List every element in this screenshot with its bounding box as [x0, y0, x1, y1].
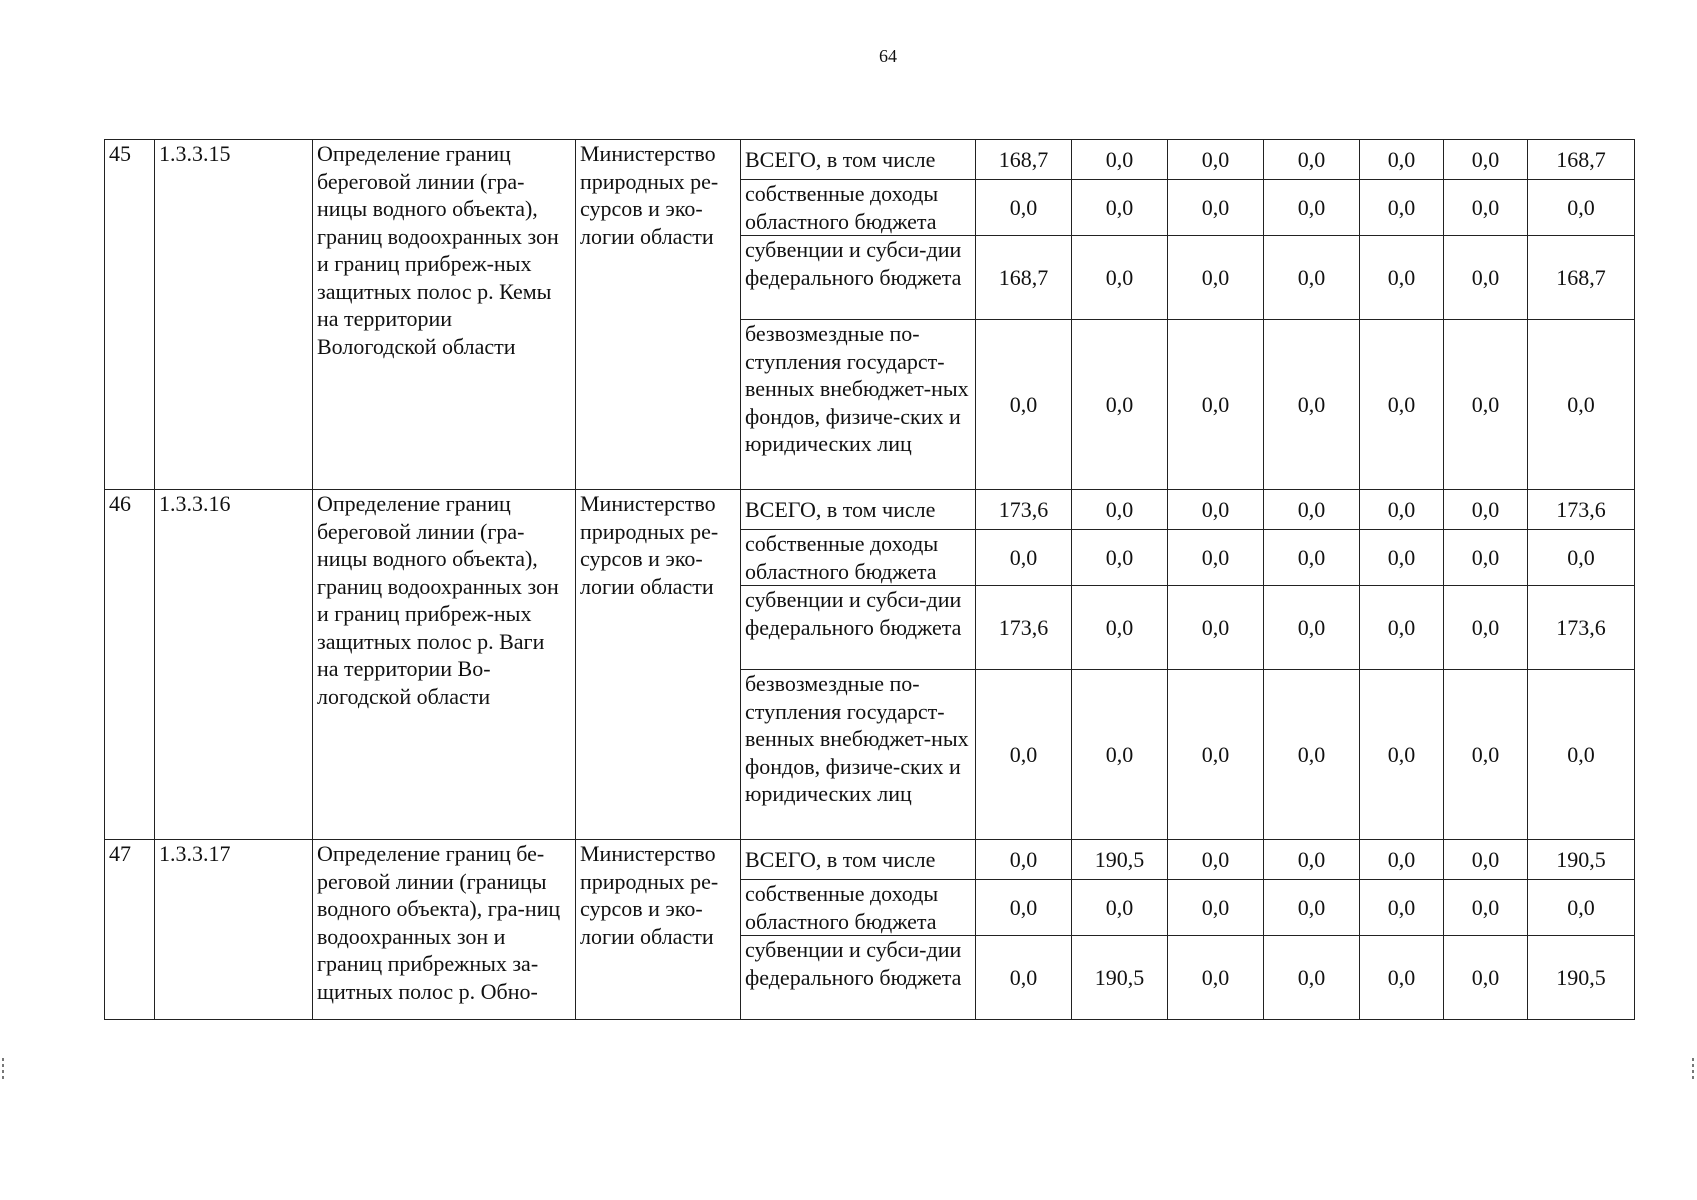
page-number: 64: [879, 46, 897, 66]
value-cell: 0,0: [1072, 320, 1168, 490]
value-cell: 0,0: [976, 840, 1072, 880]
value-cell: 0,0: [1444, 490, 1528, 530]
value-cell: 168,7: [976, 236, 1072, 320]
value-cell: 0,0: [976, 320, 1072, 490]
measure-name: Определение границ береговой линии (гра-ницы водного объекта), границ водоохранных зон и границ прибреж-ных защитных полос р. Кемы на территории Вологодской области: [313, 140, 576, 490]
value-cell: 0,0: [1072, 180, 1168, 236]
value-cell-total: 0,0: [1528, 880, 1635, 936]
value-cell: 190,5: [1072, 840, 1168, 880]
value-cell: 0,0: [1264, 840, 1360, 880]
table-row: [105, 140, 1635, 180]
funding-source-label: ВСЕГО, в том числе: [741, 490, 976, 530]
value-cell-total: 173,6: [1528, 586, 1635, 670]
value-cell-total: 173,6: [1528, 490, 1635, 530]
funding-source-label: субвенции и субси-дии федерального бюджета: [741, 936, 976, 1020]
funding-source-label: ВСЕГО, в том числе: [741, 140, 976, 180]
value-cell-total: 190,5: [1528, 936, 1635, 1020]
table-row: [105, 840, 1635, 880]
funding-source-label: собственные доходы областного бюджета: [741, 880, 976, 936]
value-cell: 0,0: [1444, 236, 1528, 320]
value-cell: 0,0: [1444, 670, 1528, 840]
value-cell: 0,0: [1360, 140, 1444, 180]
value-cell: 190,5: [1072, 936, 1168, 1020]
value-cell: 0,0: [1072, 586, 1168, 670]
value-cell-total: 0,0: [1528, 180, 1635, 236]
measure-name: Определение границ береговой линии (гра-ницы водного объекта), границ водоохранных зон и границ прибреж-ных защитных полос р. Ваги на территории Во-логодской области: [313, 490, 576, 840]
budget-table: [104, 139, 1635, 1020]
value-cell: 0,0: [1360, 530, 1444, 586]
value-cell: 0,0: [1072, 530, 1168, 586]
value-cell: 0,0: [1168, 936, 1264, 1020]
value-cell: 0,0: [1360, 936, 1444, 1020]
value-cell: 0,0: [1444, 840, 1528, 880]
value-cell: 0,0: [1444, 140, 1528, 180]
value-cell-total: 168,7: [1528, 140, 1635, 180]
value-cell: 0,0: [976, 670, 1072, 840]
value-cell: 0,0: [1360, 320, 1444, 490]
value-cell: 0,0: [1264, 320, 1360, 490]
table-row: [105, 490, 1635, 530]
measure-code: 1.3.3.15: [155, 140, 313, 490]
row-index: 46: [105, 490, 155, 840]
funding-source-label: собственные доходы областного бюджета: [741, 530, 976, 586]
value-cell: 0,0: [1072, 140, 1168, 180]
funding-source-label: собственные доходы областного бюджета: [741, 180, 976, 236]
funding-source-label: субвенции и субси-дии федерального бюджета: [741, 236, 976, 320]
executor-name: Министерство природных ре-сурсов и эко-логии области: [576, 490, 741, 840]
value-cell: 0,0: [1168, 840, 1264, 880]
value-cell: 0,0: [1360, 586, 1444, 670]
value-cell: 0,0: [1444, 180, 1528, 236]
value-cell: 0,0: [1264, 236, 1360, 320]
executor-name: Министерство природных ре-сурсов и эко-логии области: [576, 140, 741, 490]
value-cell: 0,0: [1264, 670, 1360, 840]
value-cell: 0,0: [1444, 530, 1528, 586]
value-cell: 0,0: [1168, 180, 1264, 236]
value-cell: 0,0: [1360, 840, 1444, 880]
value-cell: 0,0: [1444, 880, 1528, 936]
value-cell: 0,0: [1360, 180, 1444, 236]
value-cell: 0,0: [976, 530, 1072, 586]
value-cell-total: 190,5: [1528, 840, 1635, 880]
value-cell: 0,0: [1072, 236, 1168, 320]
measure-code: 1.3.3.17: [155, 840, 313, 1020]
value-cell: 0,0: [976, 180, 1072, 236]
value-cell-total: 0,0: [1528, 320, 1635, 490]
value-cell: 0,0: [1168, 140, 1264, 180]
right-margin-mark: [1692, 1058, 1694, 1080]
value-cell: 0,0: [1168, 490, 1264, 530]
row-index: 47: [105, 840, 155, 1020]
value-cell: 0,0: [1168, 670, 1264, 840]
value-cell: 0,0: [1264, 490, 1360, 530]
value-cell: 0,0: [1168, 320, 1264, 490]
row-index: 45: [105, 140, 155, 490]
value-cell-total: 0,0: [1528, 670, 1635, 840]
value-cell: 0,0: [1360, 490, 1444, 530]
value-cell: 0,0: [1072, 880, 1168, 936]
value-cell-total: 168,7: [1528, 236, 1635, 320]
value-cell: 0,0: [1444, 936, 1528, 1020]
value-cell: 0,0: [1360, 880, 1444, 936]
left-margin-mark: [2, 1058, 4, 1080]
value-cell: 0,0: [1360, 236, 1444, 320]
value-cell: 173,6: [976, 586, 1072, 670]
value-cell: 0,0: [1168, 586, 1264, 670]
value-cell: 0,0: [1168, 236, 1264, 320]
value-cell: 0,0: [1072, 670, 1168, 840]
value-cell: 0,0: [1264, 936, 1360, 1020]
value-cell: 0,0: [1072, 490, 1168, 530]
value-cell: 0,0: [1444, 586, 1528, 670]
value-cell: 0,0: [1264, 880, 1360, 936]
value-cell: 0,0: [976, 880, 1072, 936]
value-cell-total: 0,0: [1528, 530, 1635, 586]
value-cell: 0,0: [1360, 670, 1444, 840]
value-cell: 0,0: [1264, 180, 1360, 236]
value-cell: 0,0: [1264, 530, 1360, 586]
value-cell: 173,6: [976, 490, 1072, 530]
funding-source-label: безвозмездные по-ступления государст-венных внебюджет-ных фондов, физиче-ских и юридических лиц: [741, 320, 976, 490]
executor-name: Министерство природных ре-сурсов и эко-логии области: [576, 840, 741, 1020]
value-cell: 0,0: [976, 936, 1072, 1020]
measure-name: Определение границ бе-реговой линии (границы водного объекта), гра-ниц водоохранных зон и границ прибрежных за-щитных полос р. Обно-: [313, 840, 576, 1020]
value-cell: 0,0: [1168, 880, 1264, 936]
value-cell: 0,0: [1168, 530, 1264, 586]
table-body: [105, 140, 1635, 1020]
measure-code: 1.3.3.16: [155, 490, 313, 840]
value-cell: 0,0: [1444, 320, 1528, 490]
funding-source-label: безвозмездные по-ступления государст-венных внебюджет-ных фондов, физиче-ских и юридических лиц: [741, 670, 976, 840]
value-cell: 168,7: [976, 140, 1072, 180]
funding-source-label: ВСЕГО, в том числе: [741, 840, 976, 880]
value-cell: 0,0: [1264, 586, 1360, 670]
funding-source-label: субвенции и субси-дии федерального бюджета: [741, 586, 976, 670]
value-cell: 0,0: [1264, 140, 1360, 180]
